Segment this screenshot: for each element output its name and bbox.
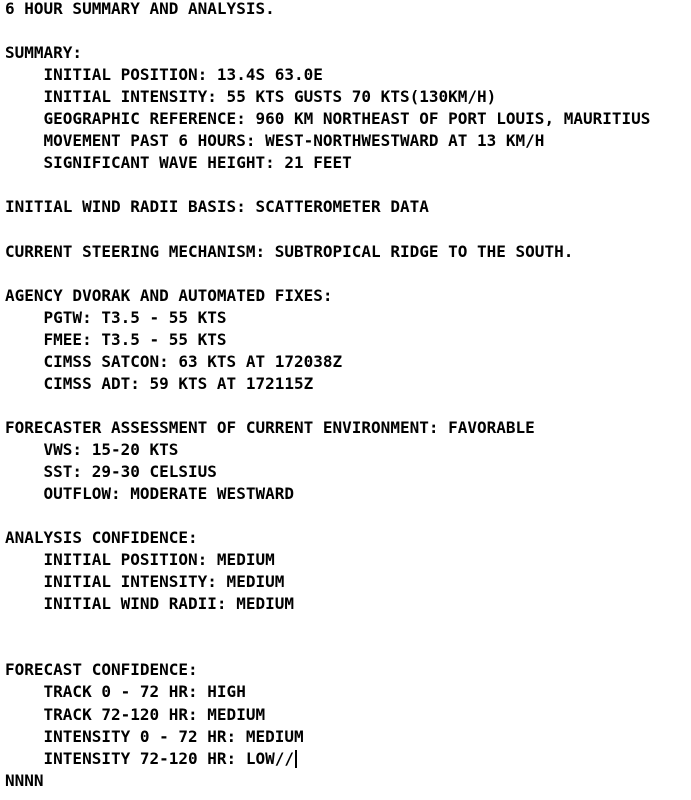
text-line bbox=[5, 571, 691, 593]
text-line-content: SST: 29-30 CELSIUS bbox=[5, 461, 217, 481]
text-line bbox=[5, 417, 691, 439]
text-line-content: FMEE: T3.5 - 55 KTS bbox=[5, 329, 227, 349]
text-line-content: INTENSITY 72-120 HR: LOW// bbox=[5, 748, 294, 768]
text-line bbox=[5, 395, 691, 417]
text-line-content: AGENCY DVORAK AND AUTOMATED FIXES: bbox=[5, 285, 333, 305]
text-line bbox=[5, 196, 691, 218]
text-line-content: NNNN bbox=[5, 770, 44, 790]
text-line bbox=[5, 241, 691, 263]
text-line-content: MOVEMENT PAST 6 HOURS: WEST-NORTHWESTWARD AT 13 KM/H bbox=[5, 131, 545, 151]
text-line bbox=[5, 130, 691, 152]
text-line bbox=[5, 42, 691, 64]
text-line bbox=[5, 307, 691, 329]
text-line bbox=[5, 726, 691, 748]
text-line-content: TRACK 72-120 HR: MEDIUM bbox=[5, 704, 266, 724]
text-line bbox=[5, 218, 691, 240]
text-line-content: INTENSITY 0 - 72 HR: MEDIUM bbox=[5, 726, 304, 746]
text-line-content: INITIAL WIND RADII: MEDIUM bbox=[5, 594, 294, 614]
text-line-content: INITIAL INTENSITY: 55 KTS GUSTS 70 KTS(130KM/H) bbox=[5, 87, 497, 107]
text-line bbox=[5, 461, 691, 483]
text-line-content: ANALYSIS CONFIDENCE: bbox=[5, 528, 198, 548]
text-line bbox=[5, 373, 691, 395]
text-line-content: SIGNIFICANT WAVE HEIGHT: 21 FEET bbox=[5, 153, 352, 173]
text-line bbox=[5, 439, 691, 461]
text-line-content: TRACK 0 - 72 HR: HIGH bbox=[5, 682, 246, 702]
text-line bbox=[5, 0, 691, 20]
text-line bbox=[5, 108, 691, 130]
text-line bbox=[5, 549, 691, 571]
text-line-content: INITIAL POSITION: 13.4S 63.0E bbox=[5, 65, 323, 85]
text-cursor bbox=[295, 750, 297, 768]
text-line bbox=[5, 351, 691, 373]
text-line bbox=[5, 20, 691, 42]
text-line bbox=[5, 615, 691, 637]
text-line bbox=[5, 263, 691, 285]
text-line bbox=[5, 174, 691, 196]
text-line bbox=[5, 86, 691, 108]
text-line-content: SUMMARY: bbox=[5, 43, 83, 63]
text-line-content: VWS: 15-20 KTS bbox=[5, 439, 179, 459]
text-line bbox=[5, 659, 691, 681]
text-line-content: CIMSS ADT: 59 KTS AT 172115Z bbox=[5, 373, 314, 393]
text-line-content: OUTFLOW: MODERATE WESTWARD bbox=[5, 484, 294, 504]
text-line bbox=[5, 770, 691, 792]
text-line bbox=[5, 527, 691, 549]
text-line bbox=[5, 681, 691, 703]
text-line bbox=[5, 64, 691, 86]
text-line bbox=[5, 285, 691, 307]
text-line-content: INITIAL INTENSITY: MEDIUM bbox=[5, 572, 285, 592]
text-line bbox=[5, 637, 691, 659]
text-line-content: INITIAL WIND RADII BASIS: SCATTEROMETER DATA bbox=[5, 197, 429, 217]
text-line bbox=[5, 593, 691, 615]
text-line-content: INITIAL POSITION: MEDIUM bbox=[5, 550, 275, 570]
text-line bbox=[5, 152, 691, 174]
text-line-content: FORECASTER ASSESSMENT OF CURRENT ENVIRONMENT: FAVORABLE bbox=[5, 417, 535, 437]
text-line bbox=[5, 329, 691, 351]
text-line-content: 6 HOUR SUMMARY AND ANALYSIS. bbox=[5, 0, 275, 18]
text-line-content: PGTW: T3.5 - 55 KTS bbox=[5, 307, 227, 327]
text-line bbox=[5, 483, 691, 505]
text-line bbox=[5, 704, 691, 726]
text-line-content: GEOGRAPHIC REFERENCE: 960 KM NORTHEAST OF PORT LOUIS, MAURITIUS bbox=[5, 109, 651, 129]
text-line bbox=[5, 505, 691, 527]
text-line-content: CURRENT STEERING MECHANISM: SUBTROPICAL RIDGE TO THE SOUTH. bbox=[5, 241, 574, 261]
text-line-content: CIMSS SATCON: 63 KTS AT 172038Z bbox=[5, 351, 343, 371]
text-line-content: FORECAST CONFIDENCE: bbox=[5, 660, 198, 680]
text-line bbox=[5, 748, 691, 770]
